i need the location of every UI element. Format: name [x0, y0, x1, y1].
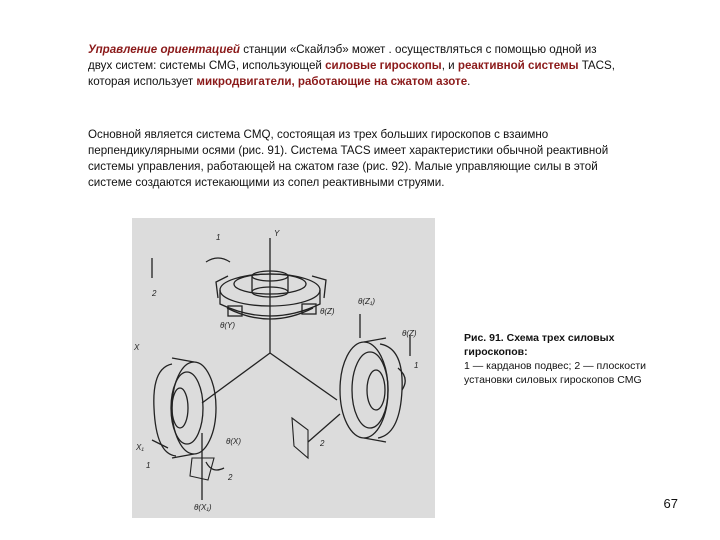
text: TACS, которая использует [88, 59, 615, 88]
label-num2-right: 2 [320, 439, 325, 448]
caption-title: Рис. 91. Схема трех силовых гироскопов: [464, 332, 615, 358]
term-orientation-control: Управление ориентацией [88, 43, 240, 56]
top-gyroscope [216, 271, 326, 319]
label-y-top: Y [274, 229, 280, 238]
label-x-left: X [134, 343, 140, 352]
gyroscope-diagram [132, 218, 435, 518]
label-num1-left: 1 [146, 461, 151, 470]
text: станции «Скайлэб» может . осуществляться с помощью одной из двух систем: системы CMG, использующей [88, 43, 597, 72]
label-num2-top: 2 [152, 289, 157, 298]
term-microengines: микродвигатели, работающие на сжатом азоте [196, 75, 468, 88]
paragraph-2: Основной является система CMQ, состоящая из трех больших гироскопов с взаимно перпендикулярными осями (рис. 91). Система TACS имеет характеристики обычной реактивной системы управления, работающей на сжатом газе (рис. 92). Малые управляющие силы в этой системе создаются истекающими из сопел реактивными струями. [88, 128, 609, 189]
figure-caption [464, 331, 654, 387]
label-num2-bottom: 2 [228, 473, 233, 482]
term-reactive-system: реактивной системы [457, 59, 579, 72]
page-number: 67 [663, 496, 678, 511]
term-gyroscopes: силовые гироскопы [325, 59, 442, 72]
right-gyroscope [292, 314, 410, 458]
label-num1-top: 1 [216, 233, 221, 242]
label-theta-x: θ(X) [226, 437, 242, 446]
left-gyroscope [152, 358, 216, 480]
label-theta-xy: θ(Y) [220, 321, 236, 330]
label-theta-z: θ(Z) [320, 307, 335, 316]
caption-body: 1 — карданов подвес; 2 — плоскости установки силовых гироскопов CMG [464, 360, 647, 386]
text: . [467, 75, 471, 88]
label-theta-zr: θ(Z) [402, 329, 417, 338]
paragraph-1 [88, 42, 618, 90]
label-x1: X₁ [136, 443, 144, 452]
label-theta-z1: θ(Z₁) [358, 297, 376, 306]
label-num1-right: 1 [414, 361, 419, 370]
gyroscope-figure [132, 218, 435, 518]
text: , и [441, 59, 458, 72]
label-theta-x1: θ(X₁) [194, 503, 212, 512]
